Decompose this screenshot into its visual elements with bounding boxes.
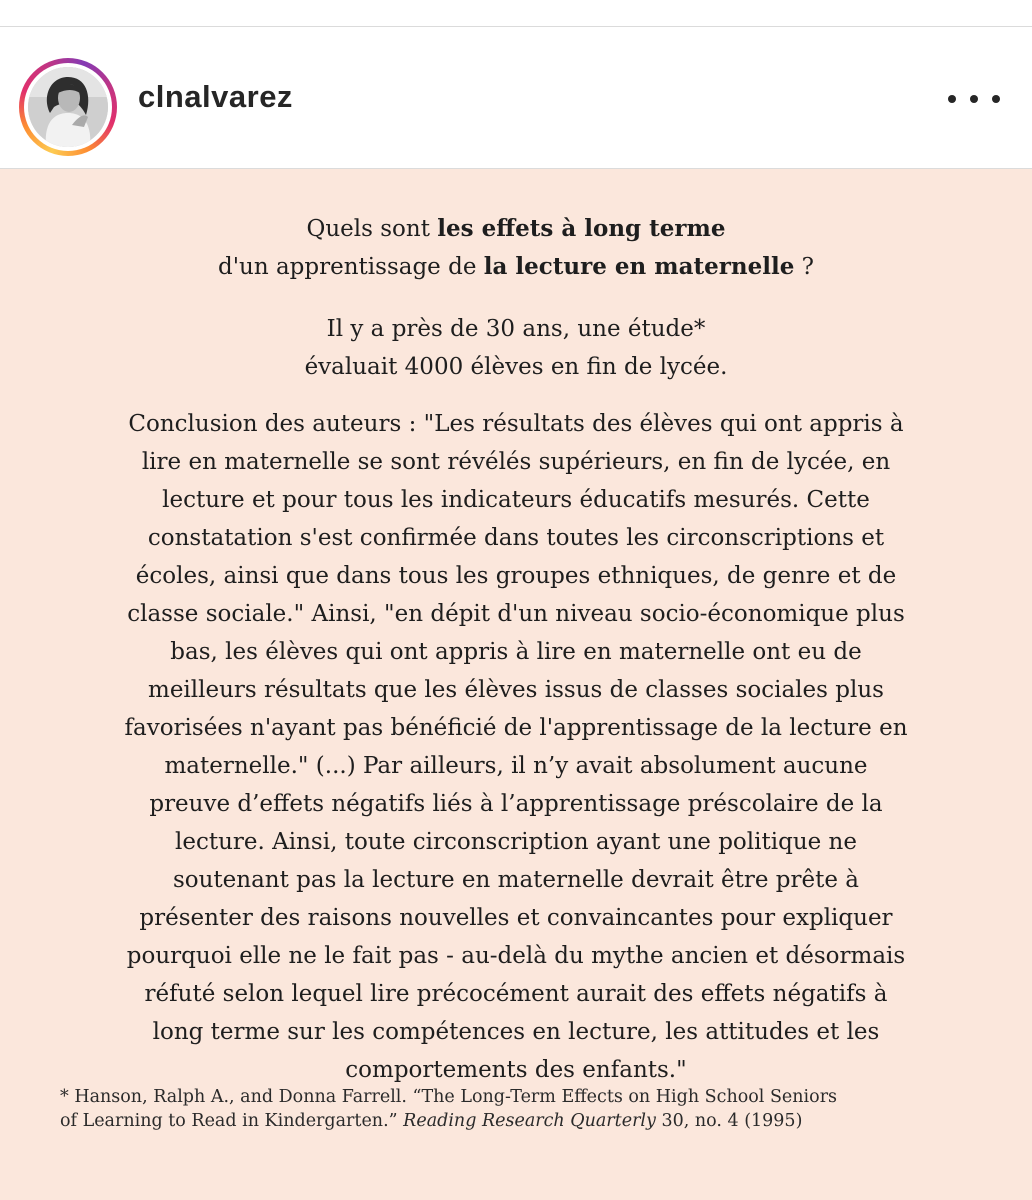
quote-line: présenter des raisons nouvelles et convaincantes pour expliquer [139,905,893,931]
avatar[interactable] [28,67,108,147]
more-horizontal-icon[interactable] [948,83,1000,115]
citation-footnote: * Hanson, Ralph A., and Donna Farrell. “The Long-Term Effects on High School Seniors of Learning to Read in Kindergarten.” Reading Research Quarterly 30, no. 4 (1995) [60,1087,838,1131]
quote-line: preuve d’effets négatifs liés à l’apprentissage préscolaire de la [149,791,883,817]
profile-photo-icon [28,67,108,147]
study-intro: Il y a près de 30 ans, une étude* évaluait 4000 élèves en fin de lycée. [304,316,728,380]
journal-title: Reading Research Quarterly [403,1111,656,1131]
quote-line: meilleurs résultats que les élèves issus de classes sociales plus [148,677,884,703]
quote-line: lecture. Ainsi, toute circonscription ayant une politique ne [175,829,857,855]
authors-conclusion-quote [55,405,977,1089]
quote-line: Conclusion des auteurs : "Les résultats des élèves qui ont appris à [128,411,904,437]
quote-line: constatation s'est confirmée dans toutes les circonscriptions et [147,525,885,551]
quote-line: lecture et pour tous les indicateurs éducatifs mesurés. Cette [162,487,870,513]
quote-line: bas, les élèves qui ont appris à lire en maternelle ont eu de [170,639,862,665]
post-image[interactable] [0,169,1032,1200]
headline-question: Quels sont les effets à long terme d'un apprentissage de la lecture en maternelle ? [217,215,814,280]
post-header [0,27,1032,169]
headline-emphasis-2: la lecture en maternelle [483,253,795,280]
quote-line: classe sociale." Ainsi, "en dépit d'un niveau socio-économique plus [127,601,905,627]
quote-line: favorisées n'ayant pas bénéficié de l'apprentissage de la lecture en [124,715,908,741]
quote-line: comportements des enfants." [345,1057,687,1083]
quote-line: soutenant pas la lecture en maternelle devrait être prête à [172,867,860,893]
quote-line: réfuté selon lequel lire précocément aurait des effets négatifs à [144,981,888,1007]
quote-line: pourquoi elle ne le fait pas - au-delà du mythe ancien et désormais [126,943,906,969]
quote-line: lire en maternelle se sont révélés supérieurs, en fin de lycée, en [141,449,891,475]
story-ring[interactable] [19,58,117,156]
username[interactable]: clnalvarez [138,79,293,114]
quote-line: maternelle." (...) Par ailleurs, il n’y avait absolument aucune [164,753,868,779]
headline-emphasis-1: les effets à long terme [437,215,726,242]
quote-line: long terme sur les compétences en lecture, les attitudes et les [152,1019,880,1045]
quote-line: écoles, ainsi que dans tous les groupes ethniques, de genre et de [135,563,897,589]
